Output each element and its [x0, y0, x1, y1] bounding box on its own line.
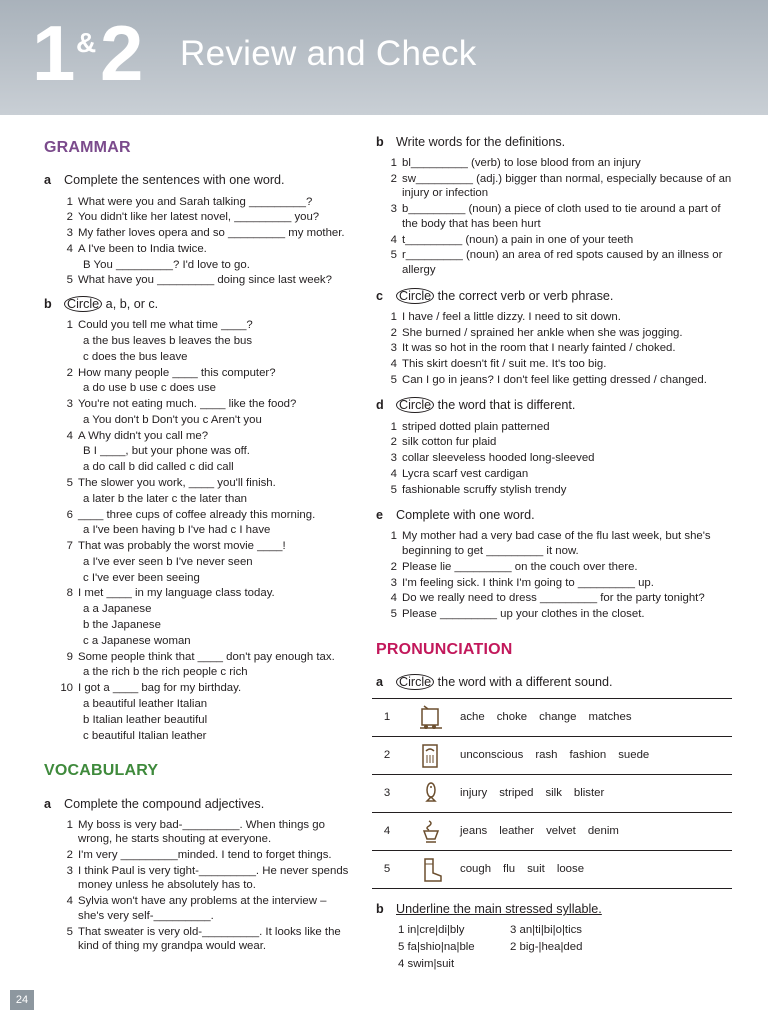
item-number: 1: [398, 924, 408, 937]
list-item: [40, 318, 355, 333]
vocabulary-b-heading: [372, 134, 732, 150]
item-text: Please _________ up your clothes in the closet.: [402, 608, 645, 621]
list-item: [372, 591, 732, 606]
item-text: ____ three cups of coffee already this morning.: [78, 508, 316, 521]
list-item: [372, 529, 732, 558]
exercise-letter: b: [376, 135, 384, 149]
list-item: [40, 539, 355, 554]
vocabulary-a-list: [40, 818, 355, 954]
sound-word: flu: [503, 863, 516, 876]
item-number: 7: [66, 540, 73, 553]
answer-options: c does the bus leave: [83, 350, 188, 363]
vocabulary-e-heading: [372, 507, 732, 523]
boot-icon: [402, 855, 460, 885]
list-item: [372, 435, 732, 450]
exercise-letter: d: [376, 398, 384, 413]
exercise-instruction: Complete the sentences with one word.: [64, 173, 285, 188]
row-number: 2: [383, 749, 391, 762]
train-icon: [402, 703, 460, 733]
exercise-instruction: Write words for the definitions.: [396, 135, 566, 149]
item-number: 1: [66, 319, 73, 332]
sound-word: loose: [556, 863, 585, 876]
row-number: 5: [383, 863, 391, 876]
list-item: [372, 310, 732, 325]
list-item-continuation: B You _________? I'd love to go.: [83, 258, 250, 271]
exercise-letter: b: [44, 297, 52, 312]
item-number: 3: [390, 576, 397, 589]
item-number: 2: [390, 436, 397, 449]
item-text: swim|suit: [407, 957, 455, 970]
item-text: I'm very _________minded. I tend to forget things.: [78, 849, 332, 862]
exercise-instruction: the word with a different sound.: [434, 675, 613, 690]
item-number: 1: [390, 420, 397, 433]
exercise-letter: e: [376, 508, 384, 523]
list-item: [372, 248, 732, 277]
item-text: This skirt doesn't fit / suit me. It's too big.: [402, 358, 607, 371]
vocabulary-a-heading: [40, 796, 355, 812]
item-text: Do we really need to dress _________ for the party tonight?: [402, 592, 705, 605]
row-number: 1: [383, 711, 391, 724]
answer-options: c a Japanese woman: [83, 634, 191, 647]
vocabulary-c-heading: [372, 288, 732, 304]
unit-number-amp: &: [76, 27, 97, 58]
answer-options: a I've been having b I've had c I have: [83, 524, 271, 537]
answer-options: b Italian leather beautiful: [83, 713, 208, 726]
item-text: She burned / sprained her ankle when she was jogging.: [402, 326, 683, 339]
sound-word: fashion: [569, 749, 607, 762]
item-text: sw_________ (adj.) bigger than normal, especially because of an injury or infection: [402, 172, 732, 200]
list-item: [40, 586, 355, 601]
item-text: My mother had a very bad case of the flu last week, but she's beginning to get _________ it now.: [402, 530, 711, 557]
list-item: [40, 848, 355, 863]
vocabulary-d-list: [372, 420, 732, 498]
item-text: I got a ____ bag for my birthday.: [78, 682, 242, 695]
item-text: silk cotton fur plaid: [402, 436, 497, 449]
list-item: [40, 476, 355, 491]
list-item: [40, 508, 355, 523]
list-item: 1 What were you and Sarah talking _________?: [66, 195, 313, 208]
item-text: My boss is very bad-_________. When things go wrong, he starts shouting at everyone.: [78, 818, 325, 846]
item-text: b_________ (noun) a piece of cloth used to tie around a part of the body that has been hurt: [402, 203, 721, 230]
item-number: 5: [390, 249, 397, 262]
list-item: [372, 156, 732, 171]
list-item: [372, 326, 732, 341]
table-row: [372, 851, 732, 889]
item-number: 3: [390, 203, 397, 216]
item-number: 10: [60, 682, 73, 695]
item-number: 1: [390, 530, 397, 543]
vocabulary-d-heading: [372, 397, 732, 413]
exercise-instruction: Complete with one word.: [396, 508, 535, 523]
exercise-instruction: Complete the compound adjectives.: [64, 796, 265, 811]
item-number: 2: [390, 172, 397, 185]
pronunciation-b-heading: [372, 901, 732, 917]
exercise-letter: b: [376, 902, 384, 917]
answer-options: B I ____, but your phone was off.: [83, 445, 250, 458]
sound-word: silk: [545, 787, 562, 800]
left-column: [40, 128, 355, 955]
item-text: I'm feeling sick. I think I'm going to _________ up.: [402, 576, 654, 589]
list-item: [40, 681, 355, 696]
sound-word: velvet: [546, 825, 576, 838]
list-item: [40, 864, 355, 893]
grammar-b-list: [40, 318, 355, 743]
grammar-a-heading: [40, 172, 355, 188]
list-item: [40, 925, 355, 954]
answer-options: a later b the later c the later than: [83, 492, 247, 505]
circle-word: Circle: [396, 397, 434, 413]
exercise-letter: a: [44, 173, 52, 188]
item-text: t_________ (noun) a pain in one of your teeth: [402, 233, 634, 246]
item-text: collar sleeveless hooded long-sleeved: [402, 452, 595, 465]
answer-options: b the Japanese: [83, 619, 161, 632]
unit-number-graphic: [30, 10, 160, 90]
answer-options: a I've ever seen b I've never seen: [83, 555, 253, 568]
item-number: 4: [66, 429, 73, 442]
item-text: bl_________ (verb) to lose blood from an injury: [402, 157, 641, 170]
list-item: [372, 467, 732, 482]
answer-options: a You don't b Don't you c Aren't you: [83, 413, 262, 426]
item-number: 2: [390, 560, 397, 573]
list-item: [372, 576, 732, 591]
sound-word: ache: [460, 711, 485, 724]
item-text: big-|hea|ded: [519, 940, 583, 953]
item-number: 1: [390, 157, 397, 170]
list-item: [372, 172, 732, 201]
unit-number-second: 2: [100, 10, 144, 90]
item-text: Could you tell me what time ____?: [78, 319, 253, 332]
sound-word: injury: [460, 787, 488, 800]
sound-word: suede: [618, 749, 650, 762]
item-number: 5: [66, 477, 73, 489]
circle-word: Circle: [64, 296, 102, 312]
item-text: You're not eating much. ____ like the food?: [78, 398, 297, 411]
item-number: 6: [66, 508, 73, 521]
page-number: 24: [10, 990, 34, 1010]
item-text: That was probably the worst movie ____!: [78, 540, 286, 553]
sound-word: cough: [460, 863, 492, 876]
sound-word: unconscious: [460, 749, 524, 762]
exercise-instruction: the word that is different.: [434, 398, 576, 413]
item-text: Sylvia won't have any problems at the interview – she's very self-_________.: [78, 895, 327, 922]
answer-options: a the rich b the rich people c rich: [83, 666, 248, 679]
item-text: I met ____ in my language class today.: [78, 587, 275, 600]
item-text: r_________ (noun) an area of red spots caused by an illness or allergy: [402, 249, 723, 277]
item-number: 5: [390, 608, 397, 621]
list-item: [372, 420, 732, 435]
exercise-instruction: Underline the main stressed syllable.: [396, 902, 602, 917]
item-text: It was so hot in the room that I nearly fainted / choked.: [402, 342, 676, 355]
right-column: [372, 128, 732, 973]
table-row: [372, 699, 732, 737]
stress-item: [510, 940, 622, 955]
sound-table: [372, 698, 732, 889]
unit-banner: [0, 0, 768, 115]
list-item: [372, 607, 732, 622]
vocabulary-e-list: [372, 529, 732, 621]
sound-word: choke: [496, 711, 528, 724]
list-item: 3 My father loves opera and so _________ my mother.: [66, 227, 345, 240]
item-number: 9: [66, 650, 73, 663]
vocabulary-heading: VOCABULARY: [44, 762, 159, 780]
list-item: [372, 202, 732, 231]
item-number: 3: [66, 398, 73, 411]
page-title: Review and Check: [180, 34, 477, 73]
answer-options: a do call b did called c did call: [83, 461, 234, 474]
sound-word: leather: [499, 825, 535, 838]
circle-word: Circle: [396, 288, 434, 304]
item-text: I think Paul is very tight-_________. He never spends money unless he absolutely has to.: [78, 864, 349, 892]
item-number: 1: [390, 310, 397, 323]
stress-item: [398, 923, 510, 938]
item-text: A Why didn't you call me?: [78, 429, 209, 442]
table-row: [372, 775, 732, 813]
item-number: 4: [390, 358, 397, 371]
item-number: 5: [398, 940, 408, 953]
table-row: [372, 813, 732, 851]
item-number: 2: [66, 849, 73, 862]
item-number: 4: [390, 467, 397, 480]
list-item: [40, 650, 355, 665]
item-number: 5: [390, 483, 397, 496]
list-item: 4 A I've been to India twice.: [66, 242, 207, 255]
item-text: How many people ____ this computer?: [78, 366, 276, 379]
exercise-letter: a: [44, 796, 52, 811]
answer-options: a do use b use c does use: [83, 382, 216, 395]
list-item: [372, 373, 732, 388]
item-text: Can I go in jeans? I don't feel like getting dressed / changed.: [402, 373, 707, 386]
sound-word: striped: [499, 787, 534, 800]
item-text: Please lie _________ on the couch over there.: [402, 560, 638, 573]
item-number: 1: [66, 818, 73, 831]
list-item: [372, 483, 732, 498]
table-row: [372, 737, 732, 775]
sound-word: blister: [573, 787, 605, 800]
answer-options: a the bus leaves b leaves the bus: [83, 334, 253, 347]
list-item: [372, 233, 732, 248]
item-text: Some people think that ____ don't pay enough tax.: [78, 650, 335, 663]
list-item: [40, 429, 355, 444]
unit-number-first: 1: [32, 10, 76, 90]
item-number: 5: [66, 925, 73, 938]
item-text: fashionable scruffy stylish trendy: [402, 483, 567, 496]
answer-options: a a Japanese: [83, 603, 152, 616]
answer-options: c I've ever been seeing: [83, 571, 200, 584]
sound-words: [460, 862, 732, 877]
sound-words: [460, 786, 732, 801]
item-number: 3: [66, 864, 73, 877]
stress-item: [398, 957, 510, 972]
list-item: [40, 366, 355, 381]
exercise-letter: a: [376, 675, 384, 690]
stress-list: [372, 923, 732, 973]
shower-icon: [402, 741, 460, 771]
row-number: 4: [383, 825, 391, 838]
exercise-instruction: the correct verb or verb phrase.: [434, 288, 614, 303]
vocabulary-c-list: [372, 310, 732, 388]
exercise-letter: c: [376, 288, 384, 303]
item-text: That sweater is very old-_________. It looks like the kind of thing my grandpa would wear.: [78, 925, 341, 953]
stress-item: [398, 940, 510, 955]
item-number: 3: [510, 924, 520, 937]
item-text: striped dotted plain patterned: [402, 420, 550, 433]
list-item: [372, 341, 732, 356]
sound-word: jeans: [460, 825, 488, 838]
item-number: 2: [66, 366, 73, 379]
vocabulary-b-list: [372, 156, 732, 278]
list-item: [372, 560, 732, 575]
sound-words: [460, 748, 732, 763]
item-number: 5: [390, 373, 397, 386]
tv-icon: [402, 817, 460, 847]
item-number: 4: [398, 957, 408, 970]
sound-words: [460, 710, 732, 725]
item-text: I have / feel a little dizzy. I need to sit down.: [402, 310, 621, 323]
stress-item: [510, 923, 622, 938]
sound-word: change: [539, 711, 577, 724]
list-item: [40, 894, 355, 923]
item-number: 8: [66, 587, 73, 600]
item-text: Lycra scarf vest cardigan: [402, 467, 529, 480]
list-item: [40, 818, 355, 847]
item-number: 2: [390, 326, 397, 339]
item-number: 3: [390, 342, 397, 355]
list-item: [372, 451, 732, 466]
circle-word: Circle: [396, 674, 434, 690]
list-item: 5 What have you _________ doing since last week?: [66, 274, 332, 287]
list-item: [372, 357, 732, 372]
item-number: 2: [510, 940, 520, 953]
sound-word: denim: [587, 825, 619, 838]
list-item: 2 You didn't like her latest novel, _________ you?: [66, 211, 320, 224]
item-text: fa|shio|na|ble: [407, 940, 475, 953]
pronunciation-heading: PRONUNCIATION: [376, 640, 513, 658]
sound-word: suit: [527, 863, 545, 876]
answer-options: c beautiful Italian leather: [83, 729, 207, 742]
item-number: 3: [390, 452, 397, 465]
pronunciation-a-heading: [372, 674, 732, 690]
sound-word: rash: [535, 749, 558, 762]
grammar-a-list: [40, 195, 355, 289]
item-number: 4: [390, 233, 397, 246]
item-number: 4: [66, 895, 73, 908]
grammar-b-heading: [40, 296, 355, 312]
sound-words: [460, 824, 732, 839]
item-text: an|ti|bi|o|tics: [519, 924, 582, 937]
item-number: 4: [390, 592, 397, 605]
item-text: The slower you work, ____ you'll finish.: [78, 477, 276, 489]
row-number: 3: [383, 787, 391, 800]
grammar-heading: GRAMMAR: [44, 139, 131, 156]
item-text: in|cre|di|bly: [407, 924, 465, 937]
answer-options: a beautiful leather Italian: [83, 697, 208, 710]
exercise-instruction: a, b, or c.: [102, 297, 159, 312]
fish-icon: [402, 779, 460, 809]
sound-word: matches: [588, 711, 632, 724]
list-item: [40, 397, 355, 412]
